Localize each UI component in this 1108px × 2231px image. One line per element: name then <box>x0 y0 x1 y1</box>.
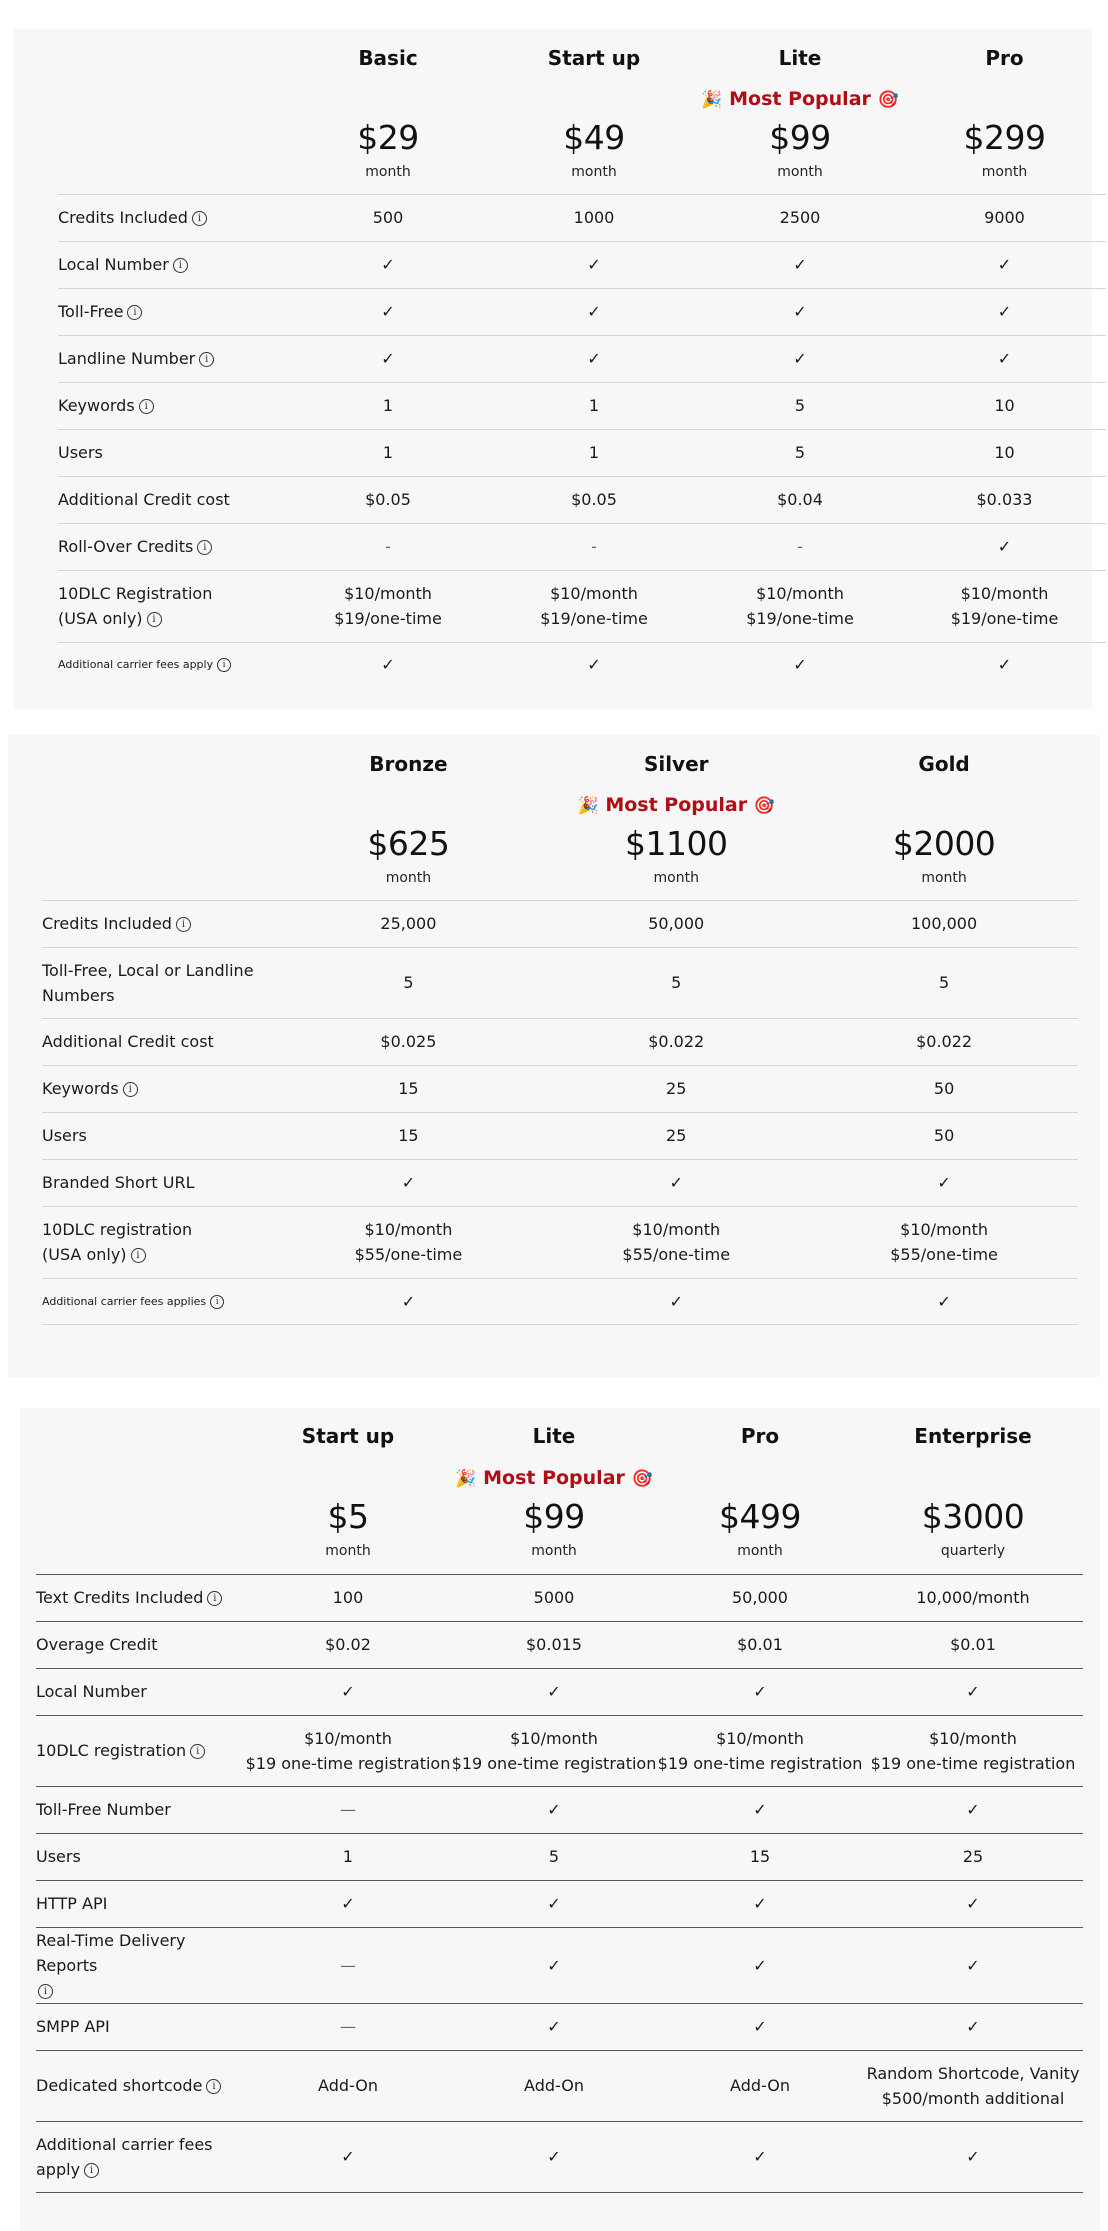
table-row <box>36 1715 1083 1786</box>
party-popper-icon: 🎉 <box>577 796 599 816</box>
cell-value: 10 <box>903 429 1106 476</box>
plan-period: month <box>365 164 411 180</box>
table-row <box>42 900 1078 947</box>
cell-value: $10/month $55/one-time <box>542 1206 810 1278</box>
plan-price: $299 <box>963 118 1046 157</box>
plan-period: quarterly <box>940 1543 1006 1559</box>
row-label: Additional Credit cost <box>58 476 285 523</box>
info-icon[interactable]: i <box>131 1248 146 1263</box>
cell-value: 5 <box>810 947 1078 1018</box>
cell-value: 5000 <box>451 1574 657 1621</box>
cell-value: — <box>245 1786 451 1833</box>
table-row <box>58 429 1106 476</box>
pricing-panel-volume <box>8 735 1100 1377</box>
table-row <box>42 1112 1078 1159</box>
table-row <box>36 1786 1083 1833</box>
cell-value: — <box>245 1927 451 2003</box>
row-label: Local Number <box>36 1668 245 1715</box>
table-row <box>36 1574 1083 1621</box>
table-row <box>58 476 1106 523</box>
cell-value: 25 <box>542 1065 810 1112</box>
row-label: Landline Number i <box>58 335 285 382</box>
info-icon[interactable]: i <box>197 540 212 555</box>
info-icon[interactable]: i <box>176 917 191 932</box>
checkmark-icon: ✓ <box>903 335 1106 382</box>
cell-value: $0.01 <box>863 1621 1083 1668</box>
plan-price: $99 <box>769 118 831 157</box>
table-row <box>58 288 1106 335</box>
row-label: 10DLC Registration (USA only) i <box>58 570 285 642</box>
cell-value: $0.02 <box>245 1621 451 1668</box>
checkmark-icon: ✓ <box>810 1278 1078 1324</box>
checkmark-icon: ✓ <box>697 288 903 335</box>
cell-value: 5 <box>275 947 543 1018</box>
cell-value: $10/month $19/one-time <box>491 570 697 642</box>
table-row <box>42 1159 1078 1206</box>
row-label: Additional carrier fees apply i <box>58 642 285 686</box>
cell-value: 1 <box>491 382 697 429</box>
checkmark-icon: ✓ <box>697 335 903 382</box>
info-icon[interactable]: i <box>173 258 188 273</box>
info-icon[interactable]: i <box>84 2163 99 2178</box>
table-row <box>58 335 1106 382</box>
checkmark-icon: ✓ <box>542 1278 810 1324</box>
cell-value: $10/month $55/one-time <box>275 1206 543 1278</box>
checkmark-icon: ✓ <box>542 1159 810 1206</box>
cell-value: $0.033 <box>903 476 1106 523</box>
cell-value: $0.025 <box>275 1018 543 1065</box>
table-row <box>36 2003 1083 2050</box>
plan-name-silver: Silver <box>643 752 709 776</box>
cell-value: 50 <box>810 1065 1078 1112</box>
plan-price: $3000 <box>921 1497 1025 1536</box>
target-icon: 🎯 <box>877 90 899 110</box>
checkmark-icon: ✓ <box>491 642 697 686</box>
plan-period: month <box>653 870 699 886</box>
checkmark-icon: ✓ <box>451 1927 657 2003</box>
pricing-table-api <box>36 1408 1083 2193</box>
cell-value: Add-On <box>657 2050 863 2121</box>
row-label: 10DLC registration i <box>36 1715 245 1786</box>
row-label: Additional carrier fees applies i <box>42 1278 275 1324</box>
row-label: Keywords i <box>42 1065 275 1112</box>
cell-value: $0.01 <box>657 1621 863 1668</box>
checkmark-icon: ✓ <box>275 1278 543 1324</box>
row-label: Local Number i <box>58 241 285 288</box>
plan-name-startup: Start up <box>301 1424 395 1448</box>
target-icon: 🎯 <box>631 1469 653 1489</box>
checkmark-icon: ✓ <box>451 2003 657 2050</box>
checkmark-icon: ✓ <box>491 241 697 288</box>
cell-value: 5 <box>697 382 903 429</box>
row-label: Roll-Over Credits i <box>58 523 285 570</box>
cell-value: $10/month $19 one-time registration <box>451 1715 657 1786</box>
cell-value: Add-On <box>245 2050 451 2121</box>
row-label: Toll-Free, Local or Landline Numbers <box>42 947 275 1018</box>
cell-value: 10 <box>903 382 1106 429</box>
cell-value: Add-On <box>451 2050 657 2121</box>
plan-name-pro: Pro <box>985 46 1024 70</box>
checkmark-icon: ✓ <box>810 1159 1078 1206</box>
checkmark-icon: ✓ <box>491 288 697 335</box>
plan-name-lite: Lite <box>778 46 822 70</box>
cell-value: 2500 <box>697 194 903 241</box>
plan-price: $29 <box>357 118 419 157</box>
cell-value: 25 <box>542 1112 810 1159</box>
row-label: Credits Included i <box>58 194 285 241</box>
row-label: Users <box>36 1833 245 1880</box>
cell-value: $10/month $19 one-time registration <box>245 1715 451 1786</box>
cell-value: - <box>491 523 697 570</box>
plan-period: month <box>385 870 432 886</box>
plan-price: $2000 <box>892 824 996 863</box>
plan-period: month <box>921 870 967 886</box>
row-label: HTTP API <box>36 1880 245 1927</box>
info-icon[interactable]: i <box>210 1295 224 1309</box>
checkmark-icon: ✓ <box>285 241 491 288</box>
checkmark-icon: ✓ <box>245 1880 451 1927</box>
row-label: Overage Credit <box>36 1621 245 1668</box>
row-label: Additional carrier fees apply i <box>36 2121 245 2192</box>
pricing-table-volume <box>42 735 1078 1325</box>
cell-value: 1 <box>491 429 697 476</box>
cell-value: 1 <box>285 429 491 476</box>
checkmark-icon: ✓ <box>451 1668 657 1715</box>
checkmark-icon: ✓ <box>863 1786 1083 1833</box>
table-row <box>58 382 1106 429</box>
cell-value: 25,000 <box>275 900 543 947</box>
plan-name-basic: Basic <box>358 46 418 70</box>
plan-name-gold: Gold <box>918 752 970 776</box>
info-icon[interactable]: i <box>38 1984 53 1999</box>
checkmark-icon: ✓ <box>903 523 1106 570</box>
info-icon[interactable]: i <box>206 2079 221 2094</box>
cell-value: 100,000 <box>810 900 1078 947</box>
checkmark-icon: ✓ <box>245 2121 451 2192</box>
plan-price: $5 <box>327 1497 369 1536</box>
info-icon[interactable]: i <box>192 211 207 226</box>
plan-name-enterprise: Enterprise <box>914 1424 1032 1448</box>
info-icon[interactable]: i <box>127 305 142 320</box>
info-icon[interactable]: i <box>199 352 214 367</box>
plan-period: month <box>777 164 823 180</box>
info-icon[interactable]: i <box>217 658 231 672</box>
table-row <box>42 1278 1078 1324</box>
plan-name-lite: Lite <box>532 1424 576 1448</box>
cell-value: 1000 <box>491 194 697 241</box>
party-popper-icon: 🎉 <box>455 1469 477 1489</box>
cell-value: $10/month $19/one-time <box>697 570 903 642</box>
table-row <box>42 1018 1078 1065</box>
plan-period: month <box>737 1543 783 1559</box>
table-row <box>42 1065 1078 1112</box>
checkmark-icon: ✓ <box>863 1668 1083 1715</box>
most-popular-badge: 🎉 Most Popular 🎯 <box>701 88 899 110</box>
table-row <box>36 1833 1083 1880</box>
table-row <box>42 947 1078 1018</box>
plan-period: month <box>571 164 617 180</box>
info-icon[interactable]: i <box>207 1591 222 1606</box>
plan-name-bronze: Bronze <box>369 752 448 776</box>
cell-value: 500 <box>285 194 491 241</box>
checkmark-icon: ✓ <box>657 2121 863 2192</box>
table-row <box>36 1621 1083 1668</box>
party-popper-icon: 🎉 <box>701 90 723 110</box>
checkmark-icon: ✓ <box>275 1159 543 1206</box>
cell-value: $0.015 <box>451 1621 657 1668</box>
cell-value: $10/month $19 one-time registration <box>863 1715 1083 1786</box>
checkmark-icon: ✓ <box>863 2121 1083 2192</box>
row-label: Toll-Free Number <box>36 1786 245 1833</box>
plan-price: $499 <box>719 1497 801 1536</box>
cell-value: 5 <box>542 947 810 1018</box>
checkmark-icon: ✓ <box>491 335 697 382</box>
table-row <box>36 1668 1083 1715</box>
checkmark-icon: ✓ <box>903 642 1106 686</box>
checkmark-icon: ✓ <box>903 241 1106 288</box>
checkmark-icon: ✓ <box>863 1880 1083 1927</box>
info-icon[interactable]: i <box>190 1744 205 1759</box>
checkmark-icon: ✓ <box>451 1786 657 1833</box>
plan-period: month <box>325 1543 371 1559</box>
cell-value: $10/month $19/one-time <box>903 570 1106 642</box>
row-label: Real-Time Delivery Reports i <box>36 1927 245 2003</box>
row-label: Branded Short URL <box>42 1159 275 1206</box>
info-icon[interactable]: i <box>147 612 162 627</box>
most-popular-badge: 🎉 Most Popular 🎯 <box>577 794 775 816</box>
table-row <box>36 2121 1083 2192</box>
plan-price: $49 <box>563 118 625 157</box>
cell-value: $0.04 <box>697 476 903 523</box>
checkmark-icon: ✓ <box>285 335 491 382</box>
cell-value: 50,000 <box>542 900 810 947</box>
row-label: Additional Credit cost <box>42 1018 275 1065</box>
cell-value: - <box>697 523 903 570</box>
checkmark-icon: ✓ <box>697 642 903 686</box>
cell-value: $0.022 <box>542 1018 810 1065</box>
row-label: Dedicated shortcode i <box>36 2050 245 2121</box>
plan-name-startup: Start up <box>547 46 641 70</box>
pricing-panel-api <box>20 1408 1100 2231</box>
table-row <box>58 570 1106 642</box>
checkmark-icon: ✓ <box>657 1668 863 1715</box>
cell-value: 5 <box>451 1833 657 1880</box>
checkmark-icon: ✓ <box>657 1880 863 1927</box>
cell-value: 15 <box>275 1065 543 1112</box>
checkmark-icon: ✓ <box>697 241 903 288</box>
table-row <box>58 241 1106 288</box>
checkmark-icon: ✓ <box>285 642 491 686</box>
cell-value: — <box>245 2003 451 2050</box>
pricing-panel-standard <box>14 29 1092 709</box>
table-row <box>36 1927 1083 2003</box>
checkmark-icon: ✓ <box>657 2003 863 2050</box>
cell-value: $10/month $19 one-time registration <box>657 1715 863 1786</box>
plan-period: month <box>981 164 1028 180</box>
checkmark-icon: ✓ <box>285 288 491 335</box>
cell-value: 9000 <box>903 194 1106 241</box>
checkmark-icon: ✓ <box>903 288 1106 335</box>
table-row <box>42 1206 1078 1278</box>
plan-price: $625 <box>367 824 450 863</box>
cell-value: - <box>285 523 491 570</box>
table-row <box>58 523 1106 570</box>
row-label: Credits Included i <box>42 900 275 947</box>
row-label: SMPP API <box>36 2003 245 2050</box>
cell-value: $0.05 <box>285 476 491 523</box>
cell-value: 1 <box>245 1833 451 1880</box>
checkmark-icon: ✓ <box>451 1880 657 1927</box>
cell-value: 15 <box>275 1112 543 1159</box>
checkmark-icon: ✓ <box>657 1927 863 2003</box>
row-label: 10DLC registration (USA only) i <box>42 1206 275 1278</box>
checkmark-icon: ✓ <box>657 1786 863 1833</box>
table-row <box>58 642 1106 686</box>
table-row <box>36 1880 1083 1927</box>
cell-value: 25 <box>863 1833 1083 1880</box>
plan-price: $99 <box>523 1497 585 1536</box>
cell-value: $0.022 <box>810 1018 1078 1065</box>
row-label: Keywords i <box>58 382 285 429</box>
pricing-table-standard <box>58 29 1106 686</box>
cell-value: $10/month $55/one-time <box>810 1206 1078 1278</box>
cell-value: 100 <box>245 1574 451 1621</box>
most-popular-badge: 🎉 Most Popular 🎯 <box>455 1467 653 1489</box>
row-label: Text Credits Included i <box>36 1574 245 1621</box>
info-icon[interactable]: i <box>139 399 154 414</box>
target-icon: 🎯 <box>753 796 775 816</box>
plan-period: month <box>531 1543 577 1559</box>
cell-value: 1 <box>285 382 491 429</box>
cell-value: 10,000/month <box>863 1574 1083 1621</box>
cell-value: $10/month $19/one-time <box>285 570 491 642</box>
row-label: Users <box>42 1112 275 1159</box>
row-label: Toll-Free i <box>58 288 285 335</box>
table-row <box>36 2050 1083 2121</box>
info-icon[interactable]: i <box>123 1082 138 1097</box>
cell-value: $0.05 <box>491 476 697 523</box>
checkmark-icon: ✓ <box>863 2003 1083 2050</box>
cell-value: Random Shortcode, Vanity $500/month additional <box>863 2050 1083 2121</box>
checkmark-icon: ✓ <box>245 1668 451 1715</box>
cell-value: 5 <box>697 429 903 476</box>
table-row <box>58 194 1106 241</box>
plan-price: $1100 <box>624 824 728 863</box>
cell-value: 15 <box>657 1833 863 1880</box>
plan-name-pro: Pro <box>740 1424 780 1448</box>
cell-value: 50,000 <box>657 1574 863 1621</box>
checkmark-icon: ✓ <box>863 1927 1083 2003</box>
row-label: Users <box>58 429 285 476</box>
checkmark-icon: ✓ <box>451 2121 657 2192</box>
cell-value: 50 <box>810 1112 1078 1159</box>
